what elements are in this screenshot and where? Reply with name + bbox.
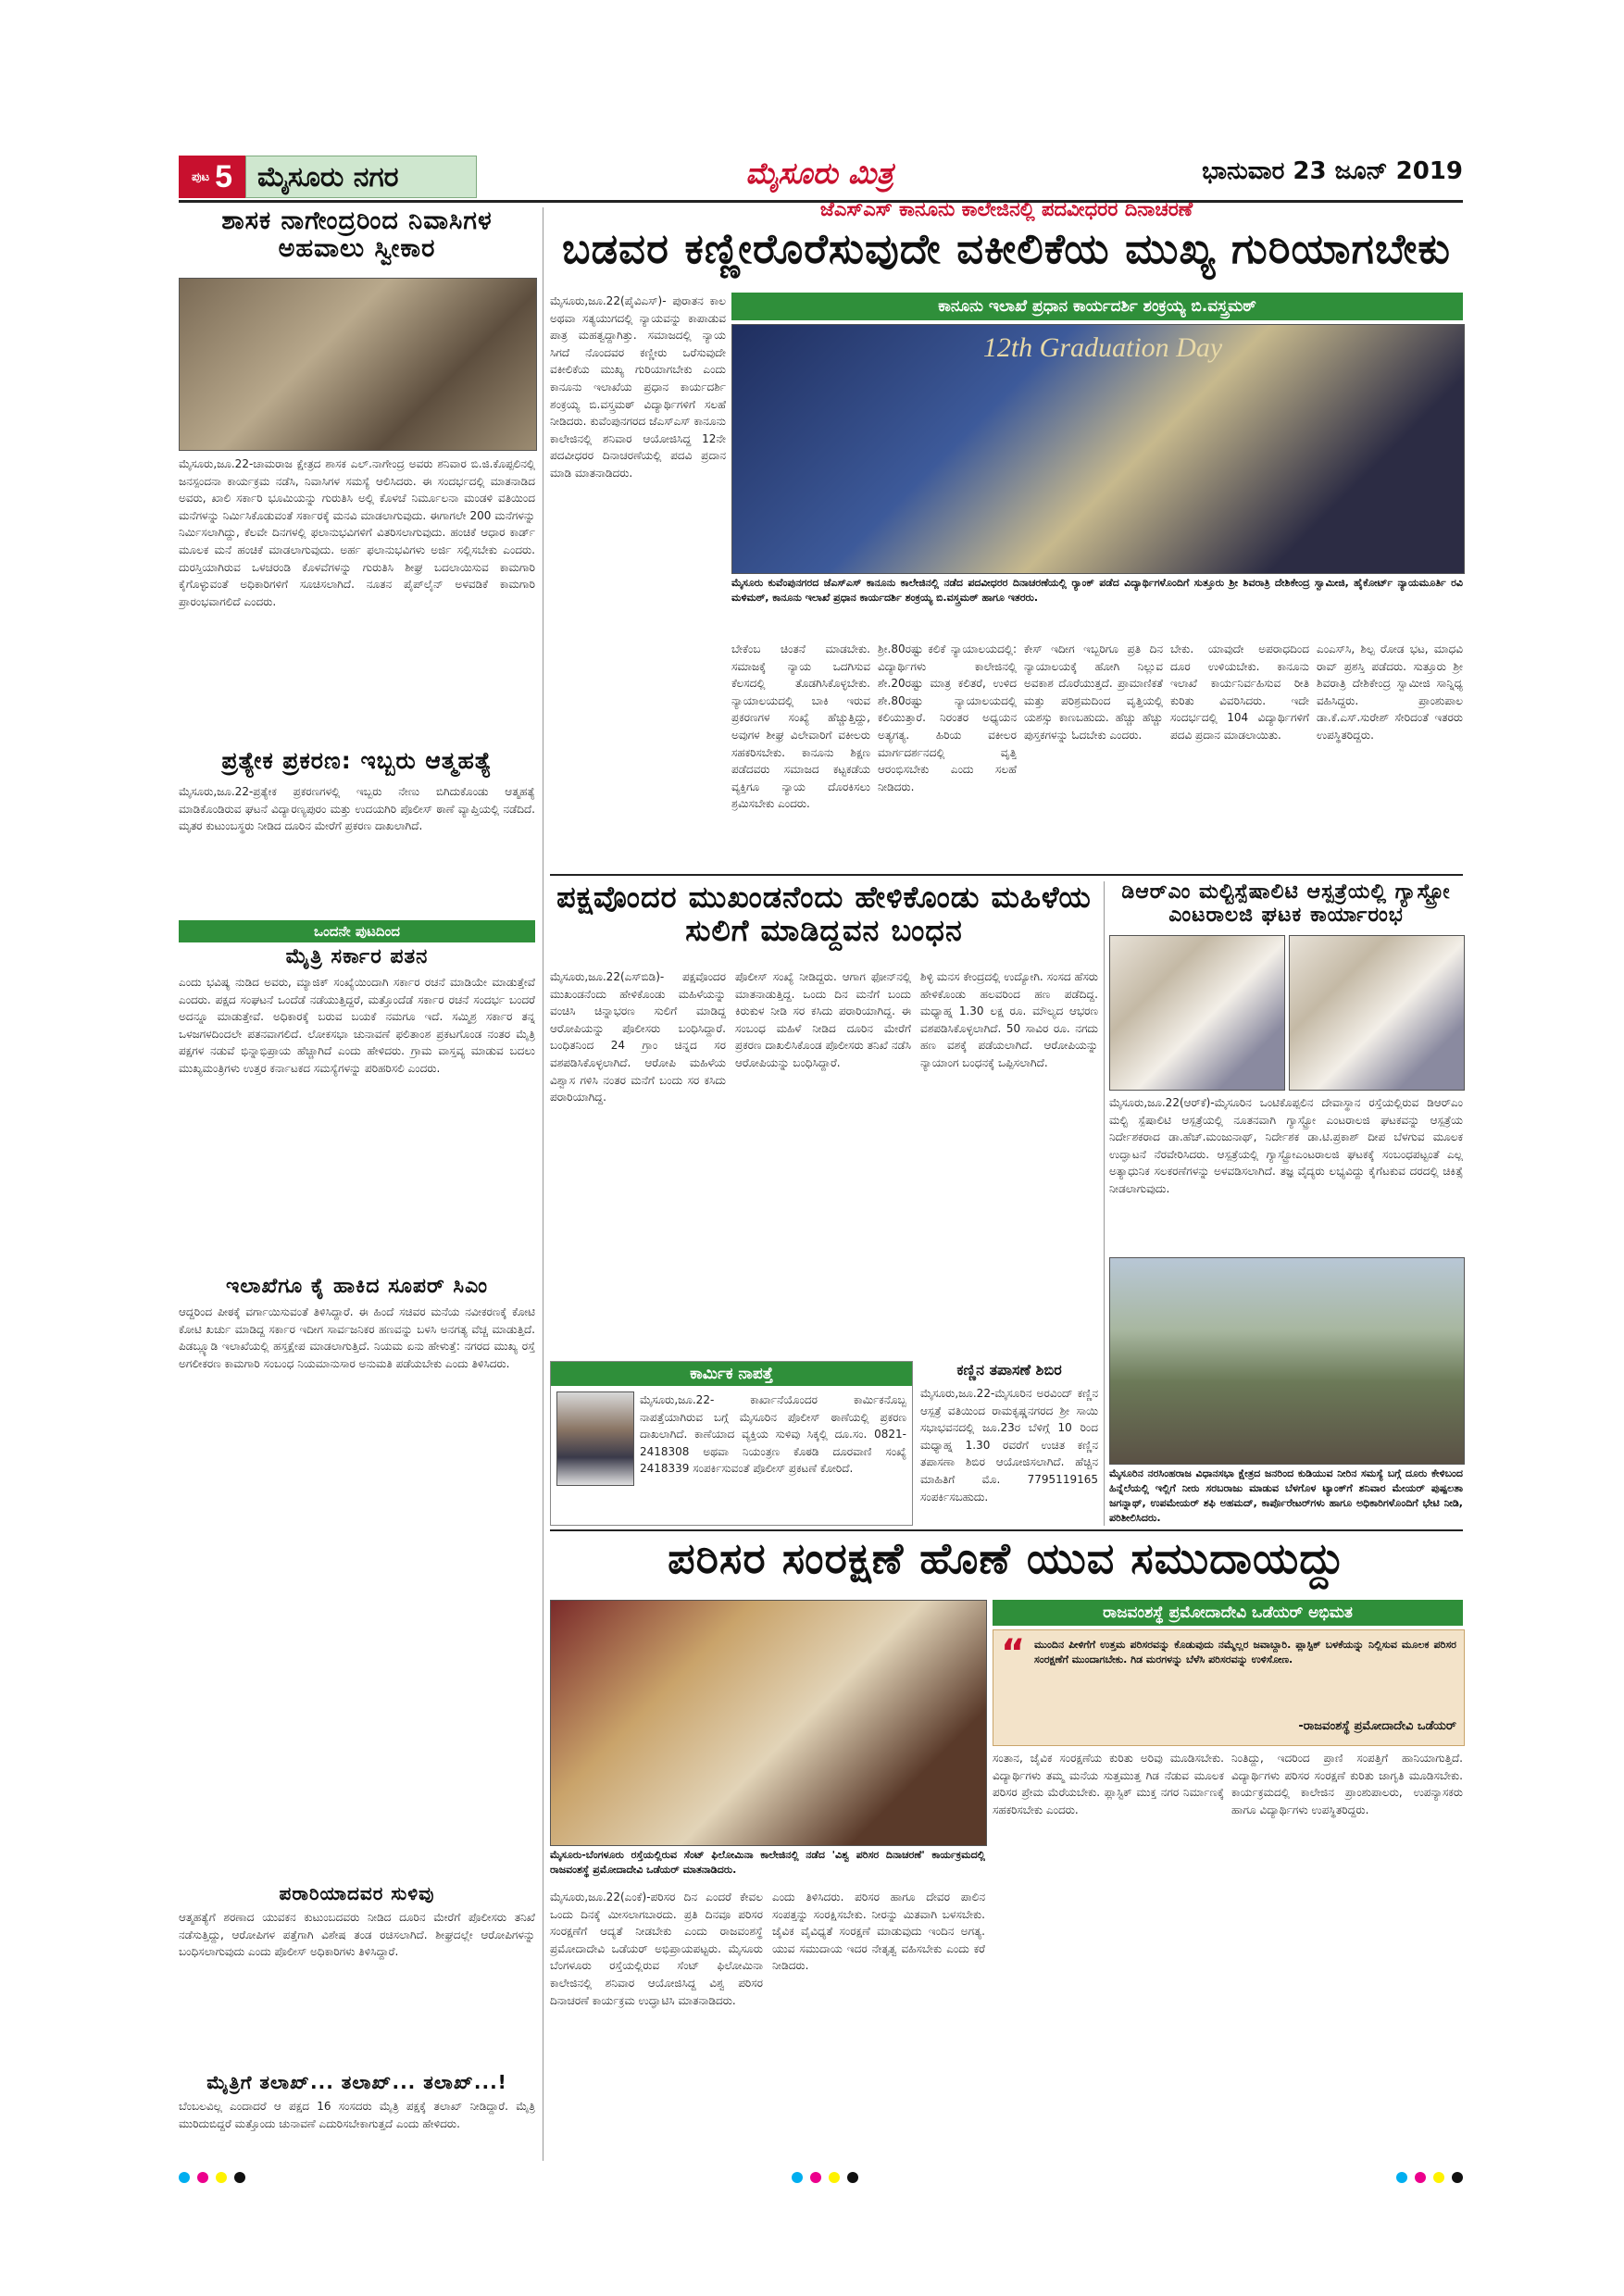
- lead-column-2: ಶ್ರೀ.80ರಷ್ಟು ಕಲಿಕೆ ನ್ಯಾಯಾಲಯದಲ್ಲಿ: ವಿದ್ಯಾರ್ಥಿಗಳು ಕಾಲೇಜಿನಲ್ಲಿ ಶೇ.20ರಷ್ಟು ಮಾತ್ರ ಕಲಿತರೆ, ಉಳಿದ ಶೇ.80ರಷ್ಟು ನ್ಯಾಯಾಲಯದಲ್ಲಿ ಕಲಿಯುತ್ತಾರೆ. ನಿರಂತರ ಅಧ್ಯಯನ ಅತ್ಯಗತ್ಯ. ಹಿರಿಯ ವಕೀಲರ ಮಾರ್ಗದರ್ಶನದಲ್ಲಿ ವೃತ್ತಿ ಆರಂಭಿಸಬೇಕು ಎಂದು ಸಲಹೆ ನೀಡಿದರು.: [878, 643, 1017, 793]
- registration-dot-yellow: [1433, 2172, 1444, 2183]
- hospital-photo-1: [1109, 935, 1285, 1091]
- continued-label: ಒಂದನೇ ಪುಟದಿಂದ: [179, 920, 535, 942]
- story2-body: ಮೈಸೂರು,ಜೂ.22-ಪ್ರತ್ಯೇಕ ಪ್ರಕರಣಗಳಲ್ಲಿ ಇಬ್ಬರು ನೇಣು ಬಿಗಿದುಕೊಂಡು ಆತ್ಮಹತ್ಯೆ ಮಾಡಿಕೊಂಡಿರುವ ಘಟನೆ ವಿದ್ಯಾರಣ್ಯಪುರಂ ಮತ್ತು ಉದಯಗಿರಿ ಪೊಲೀಸ್ ಠಾಣೆ ವ್ಯಾಪ್ತಿಯಲ್ಲಿ ನಡೆದಿದೆ. ಮೃತರ ಕುಟುಂಬಸ್ಥರು ನೀಡಿದ ದೂರಿನ ಮೇರೆಗೆ ಪ್ರಕರಣ ದಾಖಲಾಗಿದೆ.: [179, 785, 535, 833]
- hospital-body: ಮೈಸೂರು,ಜೂ.22(ಆರ್‌ಕೆ)-ಮೈಸೂರಿನ ಒಂಟಿಕೊಪ್ಪಲಿನ ದೇವಾಸ್ಥಾನ ರಸ್ತೆಯಲ್ಲಿರುವ ಡಿಆರ್‌ಎಂ ಮಲ್ಟಿ ಸ್ಪೆಷಾಲಿಟಿ ಆಸ್ಪತ್ರೆಯಲ್ಲಿ ನೂತನವಾಗಿ ಗ್ಯಾಸ್ಟ್ರೋ ಎಂಟರಾಲಜಿ ಘಟಕವನ್ನು ಆಸ್ಪತ್ರೆಯ ನಿರ್ದೇಶಕರಾದ ಡಾ.ಹೆಚ್.ಮಂಜುನಾಥ್, ನಿರ್ದೇಶಕ ಡಾ.ಟಿ.ಪ್ರಕಾಶ್ ದೀಪ ಬೆಳಗುವ ಮೂಲಕ ಉದ್ಘಾಟನೆ ನೆರವೇರಿಸಿದರು. ಆಸ್ಪತ್ರೆಯಲ್ಲಿ ಗ್ಯಾಸ್ಟ್ರೋಎಂಟರಾಲಜಿ ಘಟಕಕ್ಕೆ ಸಂಬಂಧಪಟ್ಟಂತೆ ಎಲ್ಲ ಅತ್ಯಾಧುನಿಕ ಸಲಕರಣೆಗಳನ್ನು ಅಳವಡಿಸಲಾಗಿದೆ. ತಜ್ಞ ವೈದ್ಯರು ಲಭ್ಯವಿದ್ದು ಕೈಗೆಟಕುವ ದರದಲ್ಲಿ ಚಿಕಿತ್ಸೆ ನೀಡಲಾಗುವುದು.: [1109, 1096, 1463, 1195]
- section-rule: [550, 874, 1463, 876]
- story2-headline: ಪ್ರತ್ಯೇಕ ಪ್ರಕರಣ: ಇಬ್ಬರು ಆತ್ಮಹತ್ಯೆ: [221, 747, 493, 774]
- dateline: ಭಾನುವಾರ 23 ಜೂನ್ 2019: [1202, 157, 1463, 185]
- story5-body: ಆತ್ಮಹತ್ಯೆಗೆ ಶರಣಾದ ಯುವಕನ ಕುಟುಂಬದವರು ನೀಡಿದ ದೂರಿನ ಮೇರೆಗೆ ಪೊಲೀಸರು ತನಿಖೆ ನಡೆಸುತ್ತಿದ್ದು, ಆರೋಪಿಗಳ ಪತ್ತೆಗಾಗಿ ವಿಶೇಷ ತಂಡ ರಚಿಸಲಾಗಿದೆ. ಶೀಘ್ರದಲ್ಲೇ ಆರೋಪಿಗಳನ್ನು ಬಂಧಿಸಲಾಗುವುದು ಎಂದು ಪೊಲೀಸ್ ಅಧಿಕಾರಿಗಳು ತಿಳಿಸಿದ್ದಾರೆ.: [179, 1911, 535, 1959]
- story4-headline: ಇಲಾಖೆಗೂ ಕೈ ಹಾಕಿದ ಸೂಪರ್ ಸಿಎಂ: [226, 1275, 488, 1298]
- water-tank-caption: ಮೈಸೂರಿನ ನರಸಿಂಹರಾಜ ವಿಧಾನಸಭಾ ಕ್ಷೇತ್ರದ ಜನರಿಂದ ಕುಡಿಯುವ ನೀರಿನ ಸಮಸ್ಯೆ ಬಗ್ಗೆ ದೂರು ಕೇಳಿಬಂದ ಹಿನ್ನೆಲೆಯಲ್ಲಿ ಇಲ್ಲಿಗೆ ನೀರು ಸರಬರಾಜು ಮಾಡುವ ಬೆಳಗೊಳ ಟ್ಯಾಂಕ್‌ಗೆ ಶನಿವಾರ ಮೇಯರ್ ಪುಷ್ಪಲತಾ ಜಗನ್ನಾಥ್, ಉಪಮೇಯರ್ ಶಫಿ ಅಹಮದ್, ಕಾರ್ಪೊರೇಟರ್‌ಗಳು ಹಾಗೂ ಅಧಿಕಾರಿಗಳೊಂದಿಗೆ ಭೇಟಿ ನೀಡಿ, ಪರಿಶೀಲಿಸಿದರು.: [1109, 1467, 1463, 1524]
- story1-headline: ಶಾಸಕ ನಾಗೇಂದ್ರರಿಂದ ನಿವಾಸಿಗಳ ಅಹವಾಲು ಸ್ವೀಕಾರ: [221, 206, 493, 264]
- story5-headline: ಪರಾರಿಯಾದವರ ಸುಳಿವು: [279, 1882, 435, 1904]
- lead-column-4: ಬೇಕು. ಯಾವುದೇ ಅಪರಾಧದಿಂದ ದೂರ ಉಳಿಯಬೇಕು. ಕಾನೂನು ಇಲಾಖೆ ಕಾರ್ಯನಿರ್ವಹಿಸುವ ರೀತಿ ಕುರಿತು ವಿವರಿಸಿದರು. ಇದೇ ಸಂದರ್ಭದಲ್ಲಿ 104 ವಿದ್ಯಾರ್ಥಿಗಳಿಗೆ ಪದವಿ ಪ್ರದಾನ ಮಾಡಲಾಯಿತು.: [1170, 643, 1309, 742]
- page-label: ಪುಟ: [192, 169, 210, 183]
- section-rule: [550, 1529, 1463, 1531]
- eye-camp-body: ಮೈಸೂರು,ಜೂ.22-ಮೈಸೂರಿನ ಅರವಿಂದ್ ಕಣ್ಣಿನ ಆಸ್ಪತ್ರೆ ವತಿಯಿಂದ ರಾಮಕೃಷ್ಣನಗರದ ಶ್ರೀ ಸಾಯಿ ಸಭಾಭವನದಲ್ಲಿ ಜೂ.23ರ ಬೆಳಿಗ್ಗೆ 10 ರಿಂದ ಮಧ್ಯಾಹ್ನ 1.30 ರವರೆಗೆ ಉಚಿತ ಕಣ್ಣಿನ ತಪಾಸಣಾ ಶಿಬಿರ ಆಯೋಜಿಸಲಾಗಿದೆ. ಹೆಚ್ಚಿನ ಮಾಹಿತಿಗೆ ಮೊ. 7795119165 ಸಂಪರ್ಕಿಸಬಹುದು.: [920, 1387, 1098, 1504]
- registration-dot-black: [1452, 2172, 1463, 2183]
- environment-headline: ಪರಿಸರ ಸಂರಕ್ಷಣೆ ಹೊಣೆ ಯುವ ಸಮುದಾಯದ್ದು: [668, 1533, 1345, 1583]
- arrest-column-1: ಮೈಸೂರು,ಜೂ.22(ಎಸ್‌ಬಿಡಿ)- ಪಕ್ಷವೊಂದರ ಮುಖಂಡನೆಂದು ಹೇಳಿಕೊಂಡು ಮಹಿಳೆಯನ್ನು ವಂಚಿಸಿ ಚಿನ್ನಾಭರಣ ಸುಲಿಗೆ ಮಾಡಿದ್ದ ಆರೋಪಿಯನ್ನು ಪೊಲೀಸರು ಬಂಧಿಸಿದ್ದಾರೆ. ಬಂಧಿತನಿಂದ 24 ಗ್ರಾಂ ಚಿನ್ನದ ಸರ ವಶಪಡಿಸಿಕೊಳ್ಳಲಾಗಿದೆ. ಆರೋಪಿ ಮಹಿಳೆಯ ವಿಶ್ವಾಸ ಗಳಿಸಿ ನಂತರ ಮನೆಗೆ ಬಂದು ಸರ ಕಸಿದು ಪರಾರಿಯಾಗಿದ್ದ.: [550, 970, 726, 1104]
- lead-column-3: ಕೇಸ್ ಇದೀಗ ಇಬ್ಬರಿಗೂ ಪ್ರತಿ ದಿನ ನ್ಯಾಯಾಲಯಕ್ಕೆ ಹೋಗಿ ನಿಲ್ಲುವ ಅವಕಾಶ ದೊರೆಯುತ್ತದೆ. ಪ್ರಾಮಾಣಿಕತೆ ಮತ್ತು ಪರಿಶ್ರಮದಿಂದ ವೃತ್ತಿಯಲ್ಲಿ ಯಶಸ್ಸು ಕಾಣಬಹುದು. ಹೆಚ್ಚು ಹೆಚ್ಚು ಪುಸ್ತಕಗಳನ್ನು ಓದಬೇಕು ಎಂದರು.: [1024, 643, 1163, 742]
- quote-box: [993, 1629, 1465, 1746]
- quote-attribution: -ರಾಜವಂಶಸ್ಥೆ ಪ್ರಮೋದಾದೇವಿ ಒಡೆಯರ್: [1298, 1719, 1456, 1733]
- page-number: 5: [215, 158, 232, 194]
- registration-dot-black: [847, 2172, 858, 2183]
- environment-photo-caption: ಮೈಸೂರು-ಬೆಂಗಳೂರು ರಸ್ತೆಯಲ್ಲಿರುವ ಸೆಂಟ್ ಫಿಲೋಮಿನಾ ಕಾಲೇಜಿನಲ್ಲಿ ನಡೆದ 'ವಿಶ್ವ ಪರಿಸರ ದಿನಾಚರಣೆ' ಕಾರ್ಯಕ್ರಮದಲ್ಲಿ ರಾಜವಂಶಸ್ಥೆ ಪ್ರಮೋದಾದೇವಿ ಒಡೆಯರ್ ಮಾತನಾಡಿದರು.: [550, 1849, 985, 1876]
- meeting-photo: [179, 278, 537, 451]
- missing-headline: ಕಾರ್ಮಿಕ ನಾಪತ್ತೆ: [551, 1362, 912, 1386]
- environment-column-2: ಎಂದು ತಿಳಿಸಿದರು. ಪರಿಸರ ಹಾಗೂ ದೇವರ ಪಾಲಿನ ಸಂಪತ್ತನ್ನು ಸಂರಕ್ಷಿಸಬೇಕು. ನೀರನ್ನು ಮಿತವಾಗಿ ಬಳಸಬೇಕು. ಜೈವಿಕ ವೈವಿಧ್ಯತೆ ಸಂರಕ್ಷಣೆ ಮಾಡುವುದು ಇಂದಿನ ಅಗತ್ಯ. ಯುವ ಸಮುದಾಯ ಇದರ ನೇತೃತ್ವ ವಹಿಸಬೇಕು ಎಂದು ಕರೆ ನೀಡಿದರು.: [772, 1890, 985, 1973]
- lead-subhead: ಕಾನೂನು ಇಲಾಖೆ ಪ್ರಧಾನ ಕಾರ್ಯದರ್ಶಿ ಶಂಕ್ರಯ್ಯ ಬಿ.ವಸ್ತ್ರಮಠ್: [731, 293, 1463, 320]
- hospital-headline: ಡಿಆರ್‌ಎಂ ಮಲ್ಟಿಸ್ಪೆಷಾಲಿಟಿ ಆಸ್ಪತ್ರೆಯಲ್ಲಿ ಗ್ಯಾಸ್ಟ್ರೋ ಎಂಟರಾಲಜಿ ಘಟಕ ಕಾರ್ಯಾರಂಭ: [1121, 880, 1451, 927]
- registration-dot-yellow: [216, 2172, 227, 2183]
- environment-subhead: ರಾಜವಂಶಸ್ಥೆ ಪ್ರಮೋದಾದೇವಿ ಒಡೆಯರ್ ಅಭಿಮತ: [993, 1600, 1463, 1626]
- page-number-badge: [179, 156, 245, 198]
- story6-body: ಬೆಂಬಲವಿಲ್ಲ ಎಂದಾದರೆ ಆ ಪಕ್ಷದ 16 ಸಂಸದರು ಮೈತ್ರಿ ಪಕ್ಷಕ್ಕೆ ತಲಾಖ್ ನೀಡಿದ್ದಾರೆ. ಮೈತ್ರಿ ಮುರಿದುಬಿದ್ದರೆ ಮತ್ತೊಂದು ಚುನಾವಣೆ ಎದುರಿಸಬೇಕಾಗುತ್ತದೆ ಎಂದು ಹೇಳಿದರು.: [179, 2100, 535, 2130]
- registration-dot-magenta: [197, 2172, 208, 2183]
- arrest-headline: ಪಕ್ಷವೊಂದರ ಮುಖಂಡನೆಂದು ಹೇಳಿಕೊಂಡು ಮಹಿಳೆಯ ಸುಲಿಗೆ ಮಾಡಿದ್ದವನ ಬಂಧನ: [556, 880, 1092, 948]
- environment-column-3: ಸಂತಾನ, ಜೈವಿಕ ಸಂರಕ್ಷಣೆಯ ಕುರಿತು ಅರಿವು ಮೂಡಿಸಬೇಕು. ವಿದ್ಯಾರ್ಥಿಗಳು ತಮ್ಮ ಮನೆಯ ಸುತ್ತಮುತ್ತ ಗಿಡ ನೆಡುವ ಮೂಲಕ ಪರಿಸರ ಪ್ರೇಮ ಮೆರೆಯಬೇಕು. ಪ್ಲಾಸ್ಟಿಕ್ ಮುಕ್ತ ನಗರ ನಿರ್ಮಾಣಕ್ಕೆ ಸಹಕರಿಸಬೇಕು ಎಂದರು.: [993, 1752, 1224, 1816]
- story4-body: ಆದ್ದರಿಂದ ಪೀಠಕ್ಕೆ ವರ್ಗಾಯಿಸುವಂತೆ ತಿಳಿಸಿದ್ದಾರೆ. ಈ ಹಿಂದೆ ಸಚಿವರ ಮನೆಯ ನವೀಕರಣಕ್ಕೆ ಕೋಟಿ ಕೋಟಿ ಖರ್ಚು ಮಾಡಿದ್ದ ಸರ್ಕಾರ ಇದೀಗ ಸಾರ್ವಜನಿಕರ ಹಣವನ್ನು ಬಳಸಿ ಅನಗತ್ಯ ವೆಚ್ಚ ಮಾಡುತ್ತಿದೆ. ಪಿಡಬ್ಲ್ಯೂಡಿ ಇಲಾಖೆಯಲ್ಲಿ ಹಸ್ತಕ್ಷೇಪ ಮಾಡಲಾಗುತ್ತಿದೆ. ನಿಯಮ ಏನು ಹೇಳುತ್ತೆ: ನಗರದ ಮುಖ್ಯ ರಸ್ತೆ ಅಗಲೀಕರಣ ಕಾಮಗಾರಿ ಸಂಬಂಧ ನಿಯಮಾನುಸಾರ ಅನುಮತಿ ಪಡೆಯಬೇಕು ಎಂದು ತಿಳಿಸಿದರು.: [179, 1305, 535, 1370]
- masthead: ಮೈಸೂರು ಮಿತ್ರ: [745, 156, 893, 191]
- environment-column-4: ನಿಂತಿದ್ದು, ಇದರಿಂದ ಪ್ರಾಣಿ ಸಂಪತ್ತಿಗೆ ಹಾನಿಯಾಗುತ್ತಿದೆ. ವಿದ್ಯಾರ್ಥಿಗಳು ಪರಿಸರ ಸಂರಕ್ಷಣೆ ಕುರಿತು ಜಾಗೃತಿ ಮೂಡಿಸಬೇಕು. ಕಾರ್ಯಕ್ರಮದಲ್ಲಿ ಕಾಲೇಜಿನ ಪ್ರಾಂಶುಪಾಲರು, ಉಪನ್ಯಾಸಕರು ಹಾಗೂ ವಿದ್ಯಾರ್ಥಿಗಳು ಉಪಸ್ಥಿತರಿದ್ದರು.: [1231, 1752, 1463, 1816]
- photo-banner-text: 12th Graduation Day: [982, 332, 1223, 363]
- arrest-column-3: ಶಿಳ್ಳಿ ಮನಸ ಕೇಂದ್ರದಲ್ಲಿ ಉದ್ಯೋಗಿ. ಸಂಸದ ಹೆಸರು ಹೇಳಿಕೊಂಡು ಹಲವರಿಂದ ಹಣ ಪಡೆದಿದ್ದ. ಮಧ್ಯಾಹ್ನ 1.30 ಲಕ್ಷ ರೂ. ಮೌಲ್ಯದ ಆಭರಣ ವಶಪಡಿಸಿಕೊಳ್ಳಲಾಗಿದೆ. 50 ಸಾವಿರ ರೂ. ನಗದು ಹಣ ವಶಕ್ಕೆ ಪಡೆಯಲಾಗಿದೆ. ಆರೋಪಿಯನ್ನು ನ್ಯಾಯಾಂಗ ಬಂಧನಕ್ಕೆ ಒಪ್ಪಿಸಲಾಗಿದೆ.: [920, 970, 1098, 1069]
- story6-headline: ಮೈತ್ರಿಗೆ ತಲಾಖ್... ತಲಾಖ್... ತಲಾಖ್...!: [206, 2071, 507, 2093]
- missing-person-photo: [556, 1391, 634, 1486]
- graduation-photo: [731, 324, 1465, 574]
- hospital-photo-2: [1289, 935, 1465, 1091]
- arrest-column-2: ಪೊಲೀಸ್ ಸಂಖ್ಯೆ ನೀಡಿದ್ದರು. ಆಗಾಗ ಫೋನ್‌ನಲ್ಲಿ ಮಾತನಾಡುತ್ತಿದ್ದ. ಒಂದು ದಿನ ಮನೆಗೆ ಬಂದು ಕಿರುಕುಳ ನೀಡಿ ಸರ ಕಸಿದು ಪರಾರಿಯಾಗಿದ್ದ. ಈ ಸಂಬಂಧ ಮಹಿಳೆ ನೀಡಿದ ದೂರಿನ ಮೇರೆಗೆ ಪ್ರಕರಣ ದಾಖಲಿಸಿಕೊಂಡ ಪೊಲೀಸರು ತನಿಖೆ ನಡೆಸಿ ಆರೋಪಿಯನ್ನು ಬಂಧಿಸಿದ್ದಾರೆ.: [735, 970, 911, 1069]
- column-rule: [1104, 881, 1105, 1526]
- missing-box: [550, 1361, 913, 1526]
- water-tank-photo: [1109, 1257, 1465, 1465]
- registration-dot-cyan: [792, 2172, 803, 2183]
- lead-headline: ಬಡವರ ಕಣ್ಣೀರೊರೆಸುವುದೇ ವಕೀಲಿಕೆಯ ಮುಖ್ಯ ಗುರಿಯಾಗಬೇಕು: [562, 224, 1451, 273]
- environment-column-1: ಮೈಸೂರು,ಜೂ.22(ಎಂಕೆ)-ಪರಿಸರ ದಿನ ಎಂದರೆ ಕೇವಲ ಒಂದು ದಿನಕ್ಕೆ ಮೀಸಲಾಗಬಾರದು. ಪ್ರತಿ ದಿನವೂ ಪರಿಸರ ಸಂರಕ್ಷಣೆಗೆ ಆದ್ಯತೆ ನೀಡಬೇಕು ಎಂದು ರಾಜವಂಶಸ್ಥೆ ಪ್ರಮೋದಾದೇವಿ ಒಡೆಯರ್ ಅಭಿಪ್ರಾಯಪಟ್ಟರು. ಮೈಸೂರು ಬೆಂಗಳೂರು ರಸ್ತೆಯಲ್ಲಿರುವ ಸೆಂಟ್ ಫಿಲೋಮಿನಾ ಕಾಲೇಜಿನಲ್ಲಿ ಶನಿವಾರ ಆಯೋಜಿಸಿದ್ದ ವಿಶ್ವ ಪರಿಸರ ದಿನಾಚರಣೆ ಕಾರ್ಯಕ್ರಮ ಉದ್ಘಾಟಿಸಿ ಮಾತನಾಡಿದರು.: [550, 1890, 763, 2007]
- lead-column-1: ಬೇಕೆಂಬ ಚಿಂತನೆ ಮಾಡಬೇಕು. ಸಮಾಜಕ್ಕೆ ನ್ಯಾಯ ಒದಗಿಸುವ ಕೆಲಸದಲ್ಲಿ ತೊಡಗಿಸಿಕೊಳ್ಳಬೇಕು. ನ್ಯಾಯಾಲಯದಲ್ಲಿ ಬಾಕಿ ಇರುವ ಪ್ರಕರಣಗಳ ಸಂಖ್ಯೆ ಹೆಚ್ಚುತ್ತಿದ್ದು, ಅವುಗಳ ಶೀಘ್ರ ವಿಲೇವಾರಿಗೆ ವಕೀಲರು ಸಹಕರಿಸಬೇಕು. ಕಾನೂನು ಶಿಕ್ಷಣ ಪಡೆದವರು ಸಮಾಜದ ಕಟ್ಟಕಡೆಯ ವ್ಯಕ್ತಿಗೂ ನ್ಯಾಯ ದೊರಕಿಸಲು ಶ್ರಮಿಸಬೇಕು ಎಂದರು.: [731, 643, 870, 811]
- registration-dot-magenta: [810, 2172, 821, 2183]
- registration-dot-cyan: [1396, 2172, 1407, 2183]
- quote-text: ಮುಂದಿನ ಪೀಳಿಗೆಗೆ ಉತ್ತಮ ಪರಿಸರವನ್ನು ಕೊಡುವುದು ನಮ್ಮೆಲ್ಲರ ಜವಾಬ್ದಾರಿ. ಪ್ಲಾಸ್ಟಿಕ್ ಬಳಕೆಯನ್ನು ನಿಲ್ಲಿಸುವ ಮೂಲಕ ಪರಿಸರ ಸಂರಕ್ಷಣೆಗೆ ಮುಂದಾಗಬೇಕು. ಗಿಡ ಮರಗಳನ್ನು ಬೆಳೆಸಿ ಪರಿಸರವನ್ನು ಉಳಿಸೋಣ.: [1034, 1639, 1456, 1666]
- environment-photo: [550, 1600, 987, 1846]
- registration-dot-cyan: [179, 2172, 190, 2183]
- registration-dot-yellow: [829, 2172, 840, 2183]
- lead-kicker: ಜೆಎಸ್‌ಎಸ್ ಕಾನೂನು ಕಾಲೇಜಿನಲ್ಲಿ ಪದವೀಧರರ ದಿನಾಚರಣೆ: [819, 198, 1193, 220]
- story1-body: ಮೈಸೂರು,ಜೂ.22-ಚಾಮರಾಜ ಕ್ಷೇತ್ರದ ಶಾಸಕ ಎಲ್.ನಾಗೇಂದ್ರ ಅವರು ಶನಿವಾರ ಬಿ.ಜಿ.ಕೊಪ್ಪಲಿನಲ್ಲಿ ಜನಸ್ಪಂದನಾ ಕಾರ್ಯಕ್ರಮ ನಡೆಸಿ, ನಿವಾಸಿಗಳ ಸಮಸ್ಯೆ ಆಲಿಸಿದರು. ಈ ಸಂದರ್ಭದಲ್ಲಿ ಮಾತನಾಡಿದ ಅವರು, ಖಾಲಿ ಸರ್ಕಾರಿ ಭೂಮಿಯನ್ನು ಗುರುತಿಸಿ ಅಲ್ಲಿ ಕೊಳಚೆ ನಿರ್ಮೂಲನಾ ಮಂಡಳಿ ವತಿಯಿಂದ ಮನೆಗಳನ್ನು ನಿರ್ಮಿಸಿಕೊಡುವಂತೆ ಸರ್ಕಾರಕ್ಕೆ ಮನವಿ ಮಾಡಲಾಗುವುದು. ಈಗಾಗಲೇ 200 ಮನೆಗಳನ್ನು ನಿರ್ಮಿಸಲಾಗಿದ್ದು, ಕೆಲವೇ ದಿನಗಳಲ್ಲಿ ಫಲಾನುಭವಿಗಳಿಗೆ ವಿತರಿಸಲಾಗುವುದು. ಹಂಚಿಕೆ ಆಧಾರ ಕಾರ್ಡ್ ಮೂಲಕ ಮನೆ ಹಂಚಿಕೆ ಮಾಡಲಾಗುವುದು. ಅರ್ಹ ಫಲಾನುಭವಿಗಳು ಅರ್ಜಿ ಸಲ್ಲಿಸಬೇಕು ಎಂದರು. ದುರಸ್ತಿಯಾಗಿರುವ ಒಳಚರಂಡಿ ಕೊಳವೆಗಳನ್ನು ಗುರುತಿಸಿ ಶೀಘ್ರ ಬದಲಾಯಿಸುವ ಕಾಮಗಾರಿ ಕೈಗೊಳ್ಳುವಂತೆ ಅಧಿಕಾರಿಗಳಿಗೆ ಸೂಚಿಸಲಾಗಿದೆ. ನೂತನ ಪೈಪ್‌ಲೈನ್ ಅಳವಡಿಕೆ ಕಾಮಗಾರಿ ಪ್ರಾರಂಭವಾಗಲಿದೆ ಎಂದರು.: [179, 457, 535, 608]
- lead-intro: ಮೈಸೂರು,ಜೂ.22(ಪೈವಿಎಸ್)- ಪುರಾತನ ಕಾಲ ಅಥವಾ ಸತ್ಯಯುಗದಲ್ಲಿ ನ್ಯಾಯವನ್ನು ಕಾಪಾಡುವ ಪಾತ್ರ ಮಹತ್ವದ್ದಾಗಿತ್ತು. ಸಮಾಜದಲ್ಲಿ ನ್ಯಾಯ ಸಿಗದೆ ನೊಂದವರ ಕಣ್ಣೀರು ಒರೆಸುವುದೇ ವಕೀಲಿಕೆಯ ಮುಖ್ಯ ಗುರಿಯಾಗಬೇಕು ಎಂದು ಕಾನೂನು ಇಲಾಖೆಯ ಪ್ರಧಾನ ಕಾರ್ಯದರ್ಶಿ ಶಂಕ್ರಯ್ಯ ಬಿ.ವಸ್ತ್ರಮಠ್ ವಿದ್ಯಾರ್ಥಿಗಳಿಗೆ ಸಲಹೆ ನೀಡಿದರು. ಕುವೆಂಪುನಗರದ ಜೆಎಸ್‌ಎಸ್ ಕಾನೂನು ಕಾಲೇಜಿನಲ್ಲಿ ಶನಿವಾರ ಆಯೋಜಿಸಿದ್ದ 12ನೇ ಪದವೀಧರರ ದಿನಾಚರಣೆಯಲ್ಲಿ ಪದವಿ ಪ್ರದಾನ ಮಾಡಿ ಮಾತನಾಡಿದರು.: [550, 294, 726, 480]
- missing-body: ಮೈಸೂರು,ಜೂ.22- ಕಾರ್ಖಾನೆಯೊಂದರ ಕಾರ್ಮಿಕನೊಬ್ಬ ನಾಪತ್ತೆಯಾಗಿರುವ ಬಗ್ಗೆ ಮೈಸೂರಿನ ಪೊಲೀಸ್ ಠಾಣೆಯಲ್ಲಿ ಪ್ರಕರಣ ದಾಖಲಾಗಿದೆ. ಕಾಣೆಯಾದ ವ್ಯಕ್ತಿಯ ಸುಳಿವು ಸಿಕ್ಕಲ್ಲಿ ದೂ.ಸಂ. 0821-2418308 ಅಥವಾ ನಿಯಂತ್ರಣ ಕೊಠಡಿ ದೂರವಾಣಿ ಸಂಖ್ಯೆ 2418339 ಸಂಪರ್ಕಿಸುವಂತೆ ಪೊಲೀಸ್ ಪ್ರಕಟಣೆ ಕೋರಿದೆ.: [640, 1393, 906, 1476]
- eye-camp-headline: ಕಣ್ಣಿನ ತಪಾಸಣೆ ಶಿಬಿರ: [956, 1361, 1062, 1379]
- eye-camp-box: [920, 1361, 1098, 1524]
- story3-body: ಎಂದು ಭವಿಷ್ಯ ನುಡಿದ ಅವರು, ಮ್ಯಾಜಿಕ್ ಸಂಖ್ಯೆಯಿಂದಾಗಿ ಸರ್ಕಾರ ರಚನೆ ಮಾಡಿಯೇ ಮಾಡುತ್ತೇವೆ ಎಂದರು. ಪಕ್ಷದ ಸಂಘಟನೆ ಒಂದೆಡೆ ನಡೆಯುತ್ತಿದ್ದರೆ, ಮತ್ತೊಂದೆಡೆ ಸರ್ಕಾರ ರಚನೆ ಸಂದರ್ಭ ಬಂದರೆ ಅದನ್ನೂ ಮಾಡುತ್ತೇವೆ. ಅಧಿಕಾರಕ್ಕೆ ಬರುವ ಬಯಕೆ ನಮಗೂ ಇದೆ. ಸಮ್ಮಿಶ್ರ ಸರ್ಕಾರ ತನ್ನ ಒಳಜಗಳದಿಂದಲೇ ಪತನವಾಗಲಿದೆ. ಲೋಕಸಭಾ ಚುನಾವಣೆ ಫಲಿತಾಂಶ ಪ್ರಕಟಗೊಂಡ ನಂತರ ಮೈತ್ರಿ ಪಕ್ಷಗಳ ನಡುವೆ ಭಿನ್ನಾಭಿಪ್ರಾಯ ಹೆಚ್ಚಾಗಿದೆ ಎಂದು ಹೇಳಿದರು. ಗ್ರಾಮ ವಾಸ್ತವ್ಯ ಮಾಡುವ ಬದಲು ಮುಖ್ಯಮಂತ್ರಿಗಳು ಉತ್ತರ ಕರ್ನಾಟಕದ ಸಮಸ್ಯೆಗಳನ್ನು ಪರಿಹರಿಸಲಿ ಎಂದರು.: [179, 976, 535, 1075]
- quote-mark-icon: “: [1001, 1632, 1026, 1675]
- lead-column-5: ಎಂಎಸ್‌ಸಿ, ಶಿಲ್ಪ ರೋಡ ಭಟ, ಮಾಧವಿ ರಾವ್ ಪ್ರಶಸ್ತಿ ಪಡೆದರು. ಸುತ್ತೂರು ಶ್ರೀ ಶಿವರಾತ್ರಿ ದೇಶಿಕೇಂದ್ರ ಸ್ವಾಮೀಜಿ ಸಾನ್ನಿಧ್ಯ ವಹಿಸಿದ್ದರು. ಪ್ರಾಂಶುಪಾಲ ಡಾ.ಕೆ.ಎಸ್.ಸುರೇಶ್ ಸೇರಿದಂತೆ ಇತರರು ಉಪಸ್ಥಿತರಿದ್ದರು.: [1317, 643, 1463, 742]
- lead-photo-caption: ಮೈಸೂರು ಕುವೆಂಪುನಗರದ ಜೆಎಸ್‌ಎಸ್ ಕಾನೂನು ಕಾಲೇಜಿನಲ್ಲಿ ನಡೆದ ಪದವೀಧರರ ದಿನಾಚರಣೆಯಲ್ಲಿ ರ್‍ಯಾಂಕ್ ಪಡೆದ ವಿದ್ಯಾರ್ಥಿಗಳೊಂದಿಗೆ ಸುತ್ತೂರು ಶ್ರೀ ಶಿವರಾತ್ರಿ ದೇಶಿಕೇಂದ್ರ ಸ್ವಾಮೀಜಿ, ಹೈಕೋರ್ಟ್ ನ್ಯಾಯಮೂರ್ತಿ ರವಿ ಮಳಿಮಠ್, ಕಾನೂನು ಇಲಾಖೆ ಪ್ರಧಾನ ಕಾರ್ಯದರ್ಶಿ ಶಂಕ್ರಯ್ಯ ಬಿ.ವಸ್ತ್ರಮಠ್ ಹಾಗೂ ಇತರರು.: [731, 577, 1463, 604]
- story3-headline: ಮೈತ್ರಿ ಸರ್ಕಾರ ಪತನ: [285, 945, 429, 968]
- registration-dot-black: [234, 2172, 245, 2183]
- section-title: ಮೈಸೂರು ನಗರ: [245, 156, 477, 198]
- registration-dot-magenta: [1415, 2172, 1426, 2183]
